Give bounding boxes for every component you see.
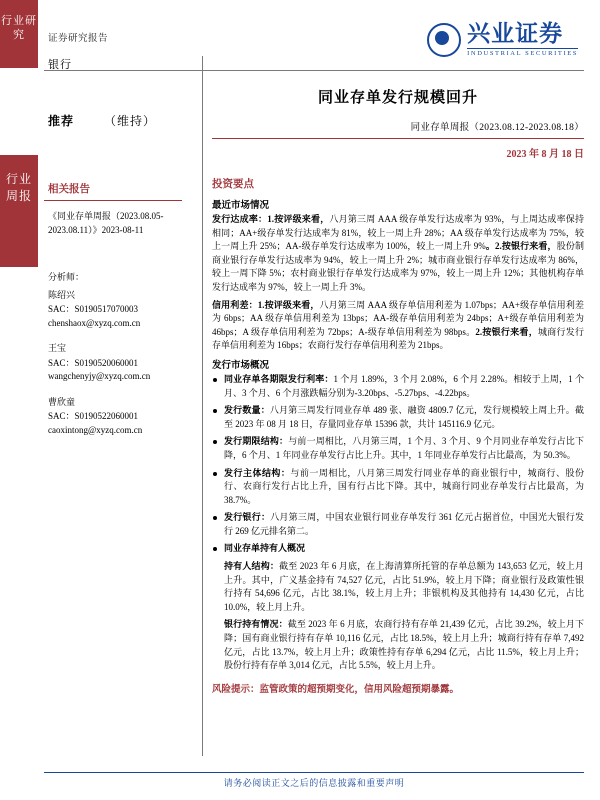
issuance-bullet-list [212,373,584,556]
related-reports-list [44,209,190,237]
analyst-sac: SAC：S0190522060001 [48,411,139,421]
risk-warning: 风险提示：监管政策的超预期变化，信用风险超预期暴露。 [212,684,460,695]
list-item: 发行期限结构：与前一周相比，八月第三周，1 个月、3 个月、9 个月同业存单发行占比下降，6 个月、1 年同业存单发行占比上升。其中，1 年同业存单发行占比最高，为 50.3%。 [212,435,584,462]
analyst-entry [48,342,196,384]
circle-logo-icon [427,23,461,57]
paragraph-body: 截至 2023 年 6 月底，在上海清算所托管的存单总额为 143,653 亿元，较上月上升。其中，广义基金持有 74,527 亿元，占比 51.9%，较上月下降；商业银行及政策性银行持有 54,696 亿元，占比 38.1%，较上月上升；非银机构及其他持有 14,430 亿元，占比 10.0%，较上月上升。 [224,561,584,612]
brand-name-en: INDUSTRIAL SECURITIES [467,50,578,57]
list-item: 发行银行：八月第三周，中国农业银行同业存单发行 361 亿元占据首位，中国光大银行发行 269 亿元排名第二。 [212,511,584,538]
paragraph-bank-holdings [224,618,584,672]
report-date: 2023 年 8 月 18 日 [506,149,584,160]
brand-name-cn: 兴业证券 [467,21,564,46]
left-column [44,56,196,449]
column-divider [202,56,203,756]
list-item: 同业存单各期限发行利率：1 个月 1.89%，3 个月 2.08%，6 个月 2.28%。相较于上周，1 个月、3 个月、6 个月涨跌幅分别为-3.20bps、-5.27bps、-4.22bps。 [212,373,584,400]
analyst-block [44,271,196,437]
research-report-label: 证券研究报告 [48,34,109,44]
rating-row [44,112,196,129]
paragraph-label: 持有人结构： [224,561,280,572]
report-subtitle: 同业存单周报（2023.08.12-2023.08.18） [410,123,584,133]
rating-value: 推荐 [48,114,75,128]
paragraph-holder-structure [224,560,584,614]
left-rail [0,0,38,800]
list-item: 发行主体结构：与前一周相比，八月第三周发行同业存单的商业银行中，城商行、股份行、农商行发行占比上升，国有行占比下降。其中，城商行同业存单发行占比最高，为 38.7%。 [212,467,584,508]
analyst-entry [48,289,196,331]
paragraph-body: 1.按评级来看，八月第三周 AAA 级存单信用利差为 1.07bps；AA+级存单信用利差为 6bps；AA 级存单信用利差为 13bps；AA-级存单信用利差为 24bps；A+级存单信用利差为 46bps；A 级存单信用利差为 72bps；A-级存单信用利差为 98bps。2.按银行来看，城商行发行存单信用利差为 16bps；农商行发行存单信用利差为 21bps。 [212,299,584,351]
related-report-item[interactable]: 《同业存单周报（2023.08.05-2023.08.11）》2023-08-11 [48,211,164,235]
analyst-entry [48,396,196,438]
title-divider [212,138,584,139]
rail-mid-label: 行业周报 [0,155,38,267]
footer-note: 请务必阅读正文之后的信息披露和重要声明 [223,778,405,788]
paragraph-body: 截至 2023 年 6 月底，农商行持有存单 21,439 亿元，占比 39.2%，较上月下降；国有商业银行持有存单 10,116 亿元，占比 18.5%，较上月上升；城商行持有存单 7,492 亿元，占比 13.7%，较上月上升；政策性持有存单 6,294 亿元，占比 11.5%，较上月上升；股份行持有存单 3,014 亿元，占比 5.5%，较上月上升。 [224,619,584,671]
analyst-email[interactable]: caoxintong@xyzq.com.cn [48,424,143,435]
page-title: 同业存单发行规模回升 [317,90,478,106]
rail-top-label: 行业研究 [0,0,38,68]
rating-note: （维持） [104,114,157,128]
paragraph-credit-spread [212,299,584,353]
paragraph-body: 1.按评级来看，八月第三周 AAA 级存单发行达成率为 93%，与上周达成率保持相同；AA+级存单发行达成率为 81%，较上一周上升 28%；AA 级存单发行达成率为 75%，较上一周上升 25%；AA-级存单发行达成率为 100%，较上一周上升 9%。2.按银行来看，股份制商业银行存单发行达成率为 94%，较上一周上升 2%；城市商业银行存单发行达成率为 86%，较上一周下降 5%；农村商业银行存单发行达成率为 97%，较上一周上升 12%；其他机构存单发行达成率为 97%，较上一周上升 3%。 [212,214,584,292]
analyst-email[interactable]: wangchenyjy@xyzq.com.cn [48,371,151,381]
brand-logo [427,22,578,58]
analyst-sac: SAC：S0190520060001 [48,357,139,368]
paragraph-label: 发行达成率： [212,214,268,224]
section-heading-market: 最近市场情况 [212,201,270,211]
analyst-sac: SAC：S0190517070003 [48,304,139,314]
paragraph-label: 信用利差： [212,299,258,310]
footer-divider [44,772,584,773]
analyst-name: 陈绍兴 [48,289,76,300]
sector-name: 银行 [48,59,72,71]
analyst-name: 王宝 [48,343,67,353]
highlights-heading: 投资要点 [212,179,254,190]
list-item: 发行数量：八月第三周发行同业存单 489 张、融资 4809.7 亿元，发行规模较上周上升。截至 2023 年 08 月 18 日，存量同业存单 15396 款，共计 145116.9 亿元。 [212,404,584,431]
paragraph-issuance-rate [212,213,584,295]
paragraph-label: 银行持有情况： [224,619,288,630]
right-column [212,80,584,695]
analyst-name: 曹欣童 [48,396,76,407]
analyst-email[interactable]: chenshaox@xyzq.com.cn [48,317,141,328]
section-heading-issuance: 发行市场概况 [212,360,270,371]
list-item: 同业存单持有人概况 [212,542,584,556]
related-reports-title: 相关报告 [44,181,182,201]
analyst-head-label: 分析师： [48,272,85,282]
